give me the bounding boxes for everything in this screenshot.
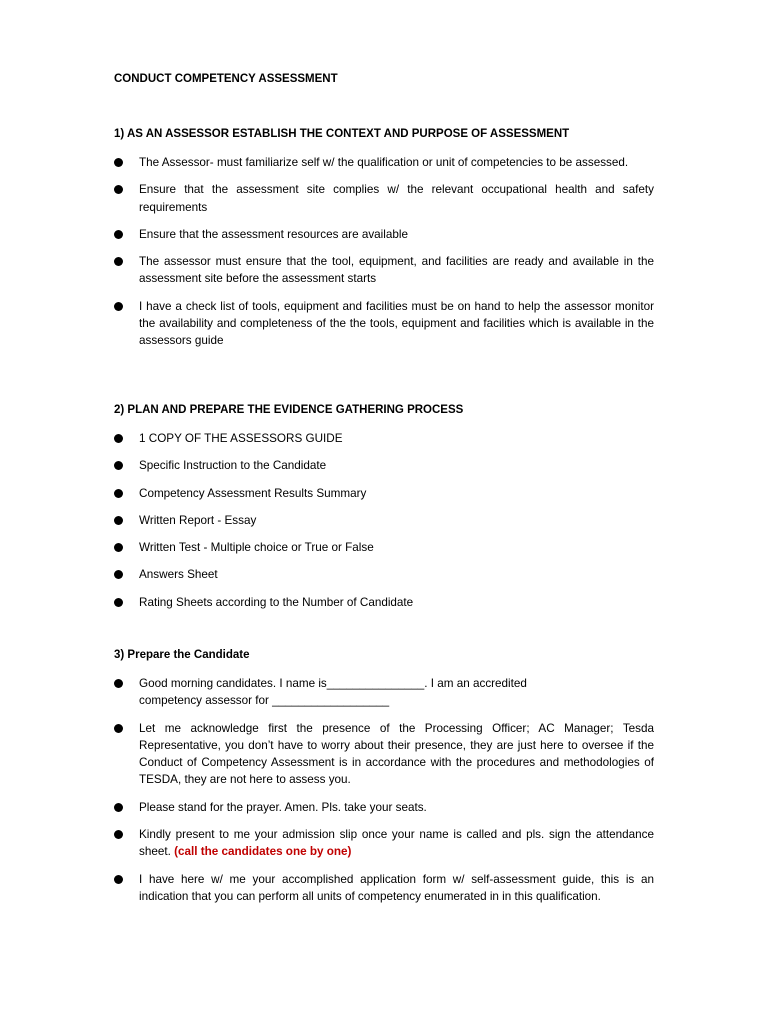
- bullet-icon: [114, 830, 123, 839]
- list-item-text: I have here w/ me your accomplished application form w/ self-assessment guide, this is an indication that you can perform all units of competency enumerated in in this qualification.: [139, 872, 654, 903]
- bullet-icon: [114, 724, 123, 733]
- list-item-text: Good morning candidates. I name is_______________. I am an accredited competency assessor for __________________: [139, 677, 527, 708]
- list-item: [114, 720, 654, 789]
- red-note: (call the candidates one by one): [174, 845, 352, 859]
- bullet-icon: [114, 875, 123, 884]
- list-item: [114, 430, 654, 447]
- list-item: [114, 871, 654, 906]
- list-item-text: Ensure that the assessment site complies w/ the relevant occupational health and safety requirements: [139, 183, 654, 214]
- list-item-text: Ensure that the assessment resources are available: [139, 227, 408, 241]
- list-item-text: Rating Sheets according to the Number of Candidate: [139, 595, 414, 609]
- bullet-icon: [114, 257, 123, 266]
- bullet-icon: [114, 489, 123, 498]
- list-item: [114, 181, 654, 216]
- list-item-text: 1 COPY OF THE ASSESSORS GUIDE: [139, 432, 343, 445]
- bullet-icon: [114, 679, 123, 688]
- bullet-icon: [114, 434, 123, 443]
- list-item: [114, 826, 654, 861]
- list-item: [114, 253, 654, 288]
- section-3-list: [114, 675, 654, 905]
- list-item: [114, 512, 654, 529]
- section-3-heading: 3) Prepare the Candidate: [114, 649, 250, 661]
- list-item: [114, 154, 654, 171]
- list-item-text: Specific Instruction to the Candidate: [139, 459, 327, 473]
- document-title: CONDUCT COMPETENCY ASSESSMENT: [114, 73, 338, 85]
- list-item-text-main: Kindly present to me your admission slip once your name is called and pls. sign the attendance sheet.: [139, 828, 654, 859]
- list-item-text: The Assessor- must familiarize self w/ the qualification or unit of competencies to be assessed.: [139, 156, 629, 169]
- bullet-icon: [114, 185, 123, 194]
- list-item: [114, 485, 654, 502]
- bullet-icon: [114, 598, 123, 607]
- section-2-list: [114, 430, 654, 611]
- list-item: [114, 675, 589, 710]
- bullet-icon: [114, 570, 123, 579]
- list-item: [114, 594, 654, 611]
- list-item-text: Competency Assessment Results Summary: [139, 486, 367, 500]
- list-item-text: I have a check list of tools, equipment and facilities must be on hand to help the assessor monitor the availability and completeness of the the tools, equipment and facilities which is available in the assessors guide: [139, 299, 654, 348]
- bullet-icon: [114, 803, 123, 812]
- bullet-icon: [114, 230, 123, 239]
- section-1-list: [114, 154, 654, 350]
- list-item-text: Answers Sheet: [139, 568, 218, 582]
- list-item: [114, 457, 654, 474]
- list-item-text: Written Test - Multiple choice or True or False: [139, 541, 374, 555]
- list-item-text: Let me acknowledge first the presence of the Processing Officer; AC Manager; Tesda Representative, you don’t have to worry about their presence, they are just here to oversee if the Conduct of Competency Assessment is in accordance with the procedures and methodologies of TESDA, they are not here to assess you.: [139, 721, 654, 787]
- list-item: [114, 226, 654, 243]
- bullet-icon: [114, 158, 123, 167]
- list-item: [114, 298, 654, 350]
- list-item: [114, 799, 654, 816]
- bullet-icon: [114, 516, 123, 525]
- list-item-text: Written Report - Essay: [139, 513, 257, 527]
- bullet-icon: [114, 543, 123, 552]
- section-2-heading: 2) PLAN AND PREPARE THE EVIDENCE GATHERING PROCESS: [114, 404, 464, 416]
- list-item: [114, 566, 654, 583]
- list-item-text: The assessor must ensure that the tool, equipment, and facilities are ready and available in the assessment site before the assessment starts: [139, 255, 654, 286]
- bullet-icon: [114, 302, 123, 311]
- list-item-text: Please stand for the prayer. Amen. Pls. take your seats.: [139, 800, 427, 814]
- list-item: [114, 539, 654, 556]
- section-1-heading: 1) AS AN ASSESSOR ESTABLISH THE CONTEXT AND PURPOSE OF ASSESSMENT: [114, 128, 570, 140]
- list-item-text: [139, 826, 654, 861]
- bullet-icon: [114, 461, 123, 470]
